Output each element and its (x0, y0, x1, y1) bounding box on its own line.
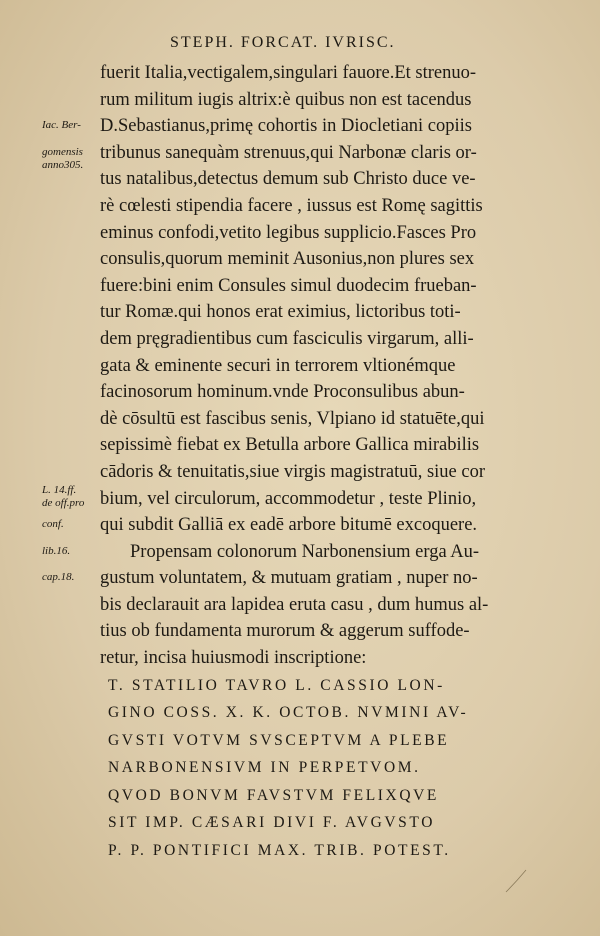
text-line: T. STATILIO TAVRO L. CASSIO LON- (108, 676, 445, 694)
text-line: qui subdit Galliā ex eadē arbore bitumē excoquere. (100, 515, 478, 536)
text-line: dè cōsultū est fascibus senis, Vlpiano id statuēte,qui (100, 408, 485, 429)
paper-crease-mark (502, 866, 532, 896)
text-line: rè cœlesti stipendia facere , iussus est Romę sagittis (100, 195, 483, 216)
text-line: rum militum iugis altrix:è quibus non est tacendus (100, 89, 472, 110)
margin-note: L. 14.ff. (42, 483, 77, 496)
text-line: retur, incisa huiusmodi inscriptione: (100, 648, 367, 669)
text-line: P. P. PONTIFICI MAX. TRIB. POTEST. (108, 841, 451, 859)
text-line: gustum voluntatem, & mutuam gratiam , nuper no- (100, 568, 478, 589)
margin-note: cap.18. (42, 571, 75, 584)
text-line: facinosorum hominum.vnde Proconsulibus abun- (100, 382, 465, 403)
text-line: gata & eminente securi in terrorem vltionémque (100, 355, 456, 376)
margin-note: anno305. (42, 159, 84, 172)
text-line: bium, vel circulorum, accommodetur , teste Plinio, (100, 488, 477, 509)
text-line: tur Romæ.qui honos erat eximius, lictoribus toti- (100, 302, 461, 323)
text-line: SIT IMP. CÆSARI DIVI F. AVGVSTO (108, 814, 435, 832)
margin-note: Iac. Ber- (42, 119, 81, 132)
margin-note: conf. (42, 518, 64, 531)
text-line: fuerit Italia,vectigalem,singulari fauore.Et strenuo- (100, 63, 477, 83)
text-line: GVSTI VOTVM SVSCEPTVM A PLEBE (108, 731, 450, 749)
margin-note: gomensis (42, 145, 83, 158)
text-line: tribunus sanequàm strenuus,qui Narbonæ claris or- (100, 142, 477, 163)
text-line: GINO COSS. X. K. OCTOB. NVMINI AV- (108, 704, 469, 722)
text-line: bis declarauit ara lapidea eruta casu , dum humus al- (100, 594, 489, 615)
text-line: cādoris & tenuitatis,siue virgis magistratuū, siue cor (100, 461, 486, 482)
text-line: consulis,quorum meminit Ausonius,non plures sex (100, 249, 475, 270)
margin-note: lib.16. (42, 544, 71, 557)
text-line: NARBONENSIVM IN PERPETVOM. (108, 759, 421, 777)
page-body-text (100, 60, 584, 864)
text-line: eminus confodi,vetito legibus supplicio.Fasces Pro (100, 222, 477, 243)
text-line: QVOD BONVM FAVSTVM FELIXQVE (108, 786, 439, 804)
margin-note: de off.pro (42, 496, 85, 509)
text-line: tius ob fundamenta murorum & aggerum suffode- (100, 621, 470, 642)
text-line: sepissimè fiebat ex Betulla arbore Gallica mirabilis (100, 435, 480, 456)
text-line: D.Sebastianus,primę cohortis in Diocletiani copiis (100, 116, 472, 137)
text-line: dem pręgradientibus cum fasciculis virgarum, alli- (100, 328, 474, 349)
text-line: tus natalibus,detectus demum sub Christo duce ve- (100, 169, 476, 190)
text-line: fuere:bini enim Consules simul duodecim frueban- (100, 275, 477, 296)
text-line: Propensam colonorum Narbonensium erga Au- (130, 541, 480, 562)
running-head: STEPH. FORCAT. IVRISC. (170, 34, 396, 51)
